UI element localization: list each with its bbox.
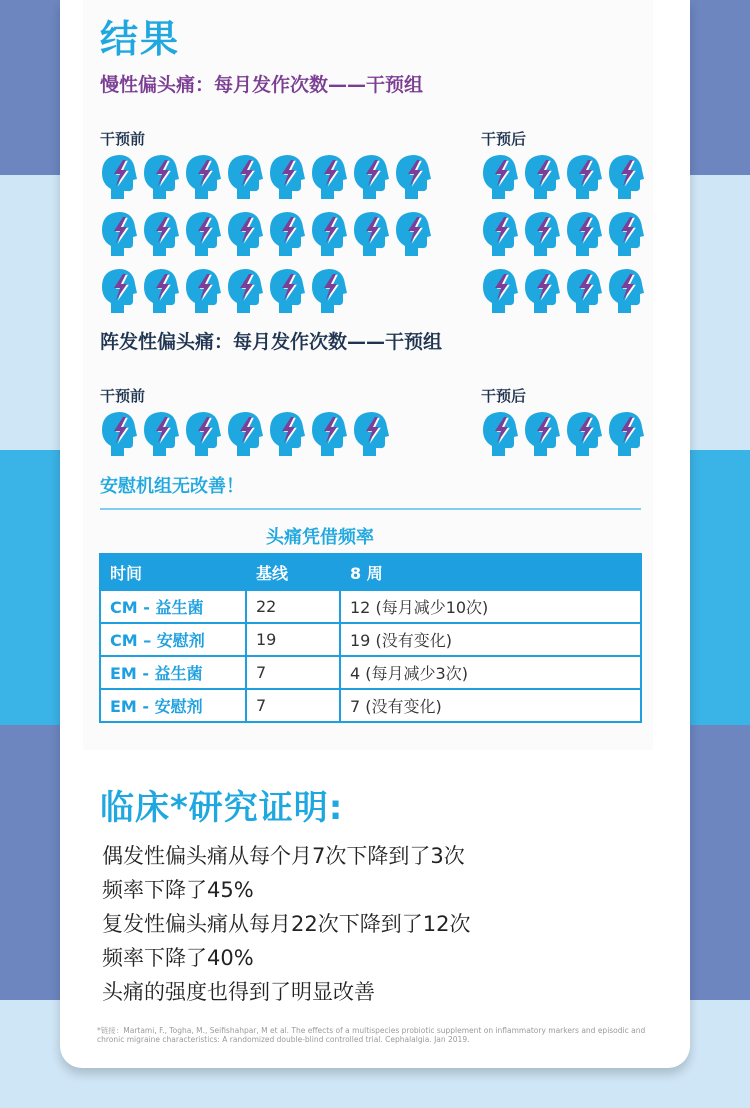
- migraine-head-icon: [522, 153, 560, 199]
- clinical-line: 频率下降了45%: [102, 878, 254, 902]
- table-cell: 22: [246, 590, 340, 623]
- chronic-before-label: 干预前: [100, 130, 146, 148]
- migraine-head-icon: [183, 153, 221, 199]
- migraine-head-icon: [141, 153, 179, 199]
- table-header-cell: 基线: [246, 554, 340, 590]
- migraine-head-icon: [606, 267, 644, 313]
- migraine-head-icon: [225, 267, 263, 313]
- clinical-line: 偶发性偏头痛从每个月7次下降到了3次: [102, 844, 465, 868]
- migraine-head-icon: [267, 410, 305, 456]
- results-title: 结果: [100, 17, 181, 61]
- migraine-head-icon: [141, 210, 179, 256]
- episodic-after-label: 干预后: [481, 387, 527, 405]
- table-cell: 4 (每月减少3次): [340, 656, 641, 689]
- migraine-head-icon: [522, 267, 560, 313]
- table-row: [100, 689, 641, 722]
- table-cell: 12 (每月减少10次): [340, 590, 641, 623]
- migraine-head-icon: [309, 267, 347, 313]
- table-row: [100, 623, 641, 656]
- table-header-row: [100, 554, 641, 590]
- migraine-head-icon: [267, 210, 305, 256]
- migraine-head-icon: [606, 210, 644, 256]
- clinical-line: 频率下降了40%: [102, 946, 254, 970]
- migraine-head-icon: [522, 410, 560, 456]
- frequency-table: [99, 553, 642, 723]
- migraine-head-icon: [309, 410, 347, 456]
- migraine-head-icon: [480, 153, 518, 199]
- migraine-head-icon: [225, 153, 263, 199]
- migraine-head-icon: [522, 210, 560, 256]
- table-cell: 19: [246, 623, 340, 656]
- migraine-head-icon: [351, 210, 389, 256]
- migraine-head-icon: [141, 267, 179, 313]
- table-cell: 7 (没有变化): [340, 689, 641, 722]
- clinical-title: 临床*研究证明:: [100, 788, 344, 828]
- table-header-cell: 时间: [100, 554, 246, 590]
- migraine-head-icon: [99, 410, 137, 456]
- citation-footnote: *链接：Martami, F., Togha, M., Seifishahpar, M et al. The effects of a multispecies probiotic supplement on inflammatory markers and episodic and chronic migraine characteristics: A randomized double-blind controlled trial. Cephalalgia. Jan 2019.: [97, 1026, 646, 1044]
- episodic-before-label: 干预前: [100, 387, 146, 405]
- table-cell: 7: [246, 656, 340, 689]
- migraine-head-icon: [183, 267, 221, 313]
- migraine-head-icon: [267, 267, 305, 313]
- migraine-head-icon: [480, 210, 518, 256]
- migraine-head-icon: [564, 410, 602, 456]
- migraine-head-icon: [225, 210, 263, 256]
- migraine-head-icon: [309, 210, 347, 256]
- migraine-head-icon: [393, 210, 431, 256]
- table-cell: CM – 安慰剂: [100, 623, 246, 656]
- table-row: [100, 656, 641, 689]
- migraine-head-icon: [183, 410, 221, 456]
- migraine-head-icon: [606, 410, 644, 456]
- migraine-head-icon: [393, 153, 431, 199]
- migraine-head-icon: [564, 210, 602, 256]
- table-header-cell: 8 周: [340, 554, 641, 590]
- migraine-head-icon: [564, 267, 602, 313]
- migraine-head-icon: [267, 153, 305, 199]
- chronic-after-label: 干预后: [481, 130, 527, 148]
- episodic-subtitle: 阵发性偏头痛：每月发作次数——干预组: [100, 331, 443, 353]
- migraine-head-icon: [309, 153, 347, 199]
- table-cell: 7: [246, 689, 340, 722]
- migraine-head-icon: [606, 153, 644, 199]
- migraine-head-icon: [480, 410, 518, 456]
- table-cell: EM - 益生菌: [100, 656, 246, 689]
- divider: [100, 508, 641, 510]
- migraine-head-icon: [225, 410, 263, 456]
- placebo-note: 安慰机组无改善！: [100, 476, 244, 497]
- table-cell: CM - 益生菌: [100, 590, 246, 623]
- migraine-head-icon: [564, 153, 602, 199]
- table-cell: 19 (没有变化): [340, 623, 641, 656]
- migraine-head-icon: [141, 410, 179, 456]
- clinical-line: 头痛的强度也得到了明显改善: [102, 980, 375, 1004]
- clinical-line: 复发性偏头痛从每月22次下降到了12次: [102, 912, 471, 936]
- table-cell: EM - 安慰剂: [100, 689, 246, 722]
- table-caption: 头痛凭借频率: [266, 527, 374, 548]
- chronic-subtitle: 慢性偏头痛：每月发作次数——干预组: [100, 74, 424, 96]
- migraine-head-icon: [99, 153, 137, 199]
- migraine-head-icon: [183, 210, 221, 256]
- migraine-head-icon: [351, 153, 389, 199]
- migraine-head-icon: [480, 267, 518, 313]
- table-row: [100, 590, 641, 623]
- migraine-head-icon: [99, 267, 137, 313]
- migraine-head-icon: [351, 410, 389, 456]
- migraine-head-icon: [99, 210, 137, 256]
